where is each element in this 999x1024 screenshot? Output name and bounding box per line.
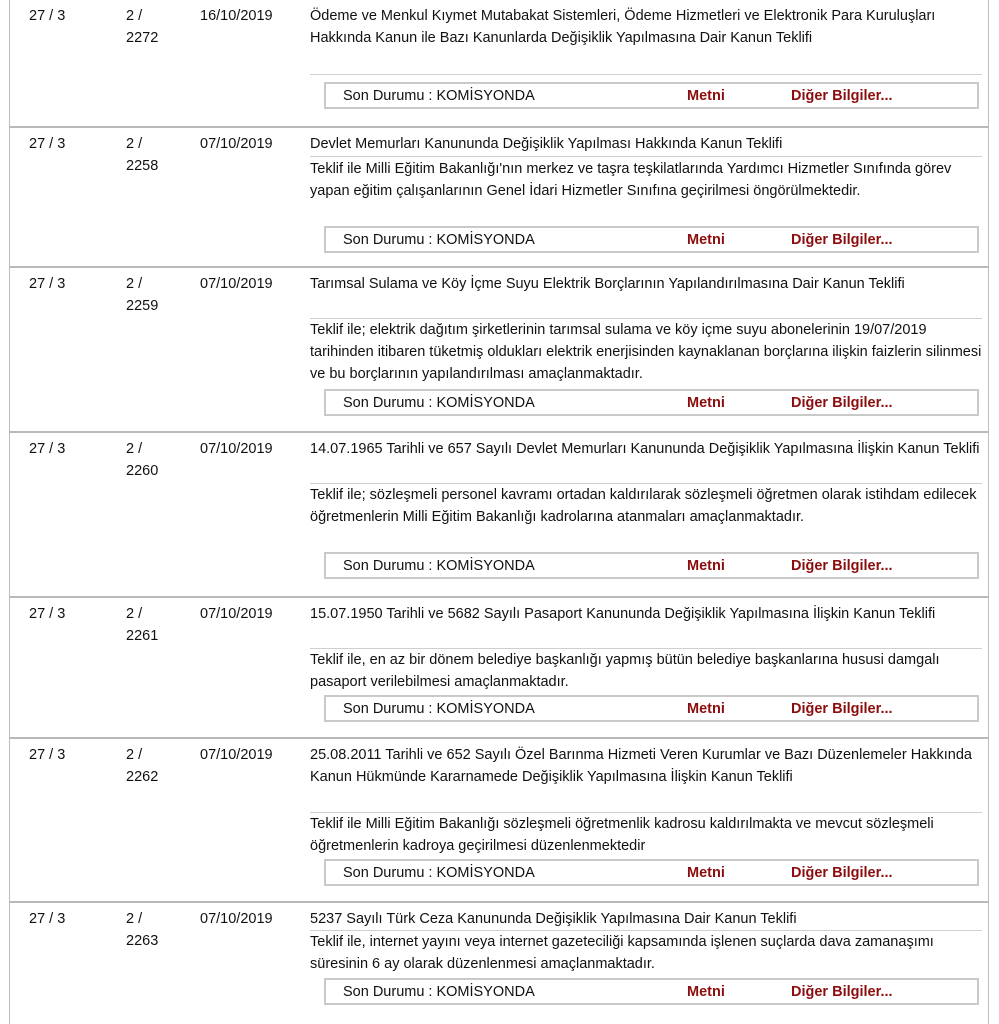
more-info-link[interactable]: Diğer Bilgiler... — [791, 701, 893, 717]
term-label: 27 / 3 — [29, 276, 66, 292]
term-label: 27 / 3 — [29, 747, 66, 763]
status-label: Son Durumu : KOMİSYONDA — [343, 88, 535, 104]
proposal-title: 15.07.1950 Tarihli ve 5682 Sayılı Pasaport Kanununda Değişiklik Yapılmasına İlişkin Kanun Teklifi — [310, 606, 936, 622]
status-bar — [324, 389, 979, 416]
list-item — [9, 739, 989, 903]
status-bar — [324, 226, 979, 253]
proposal-number: 2 / 2261 — [126, 606, 159, 644]
list-item — [9, 903, 989, 1024]
more-info-link[interactable]: Diğer Bilgiler... — [791, 865, 893, 881]
proposal-description: Teklif ile; sözleşmeli personel kavramı ortadan kaldırılarak sözleşmeli öğretmen olarak istihdam edilecek öğretmenlerin Milli Eğitim Bakanlığı kadrolarına atanmaları amaçlanmaktadır. — [310, 487, 977, 525]
proposal-title: 5237 Sayılı Türk Ceza Kanununda Değişiklik Yapılmasına Dair Kanun Teklifi — [310, 911, 797, 927]
term-label: 27 / 3 — [29, 441, 66, 457]
proposal-description: Teklif ile, en az bir dönem belediye başkanlığı yapmış bütün belediye başkanlarına hususi damgalı pasaport verilebilmesi amaçlanmaktadır. — [310, 652, 940, 690]
divider — [310, 74, 982, 75]
term-label: 27 / 3 — [29, 8, 66, 24]
term-label: 27 / 3 — [29, 136, 66, 152]
text-link[interactable]: Metni — [687, 558, 725, 574]
term-label: 27 / 3 — [29, 911, 66, 927]
date-label: 07/10/2019 — [200, 276, 273, 292]
text-link[interactable]: Metni — [687, 984, 725, 1000]
proposal-number: 2 / 2259 — [126, 276, 159, 314]
proposal-number: 2 / 2260 — [126, 441, 159, 479]
status-label: Son Durumu : KOMİSYONDA — [343, 865, 535, 881]
more-info-link[interactable]: Diğer Bilgiler... — [791, 88, 893, 104]
more-info-link[interactable]: Diğer Bilgiler... — [791, 984, 893, 1000]
date-label: 07/10/2019 — [200, 911, 273, 927]
date-label: 16/10/2019 — [200, 8, 273, 24]
status-label: Son Durumu : KOMİSYONDA — [343, 701, 535, 717]
status-bar — [324, 82, 979, 109]
proposal-description: Teklif ile; elektrik dağıtım şirketlerinin tarımsal sulama ve köy içme suyu abonelerinin 19/07/2019 tarihinden itibaren tüketmiş oldukları elektrik enerjisinden kaynaklanan borçlarına ilişkin faizlerin silinmesi ve bu borçlarının yapılandırılması amaçlanmaktadır. — [310, 322, 982, 382]
proposal-description: Teklif ile, internet yayını veya internet gazeteciliği kapsamında işlenen suçlarda dava zamanaşımı süresinin 6 ay olarak düzenlenmesi amaçlanmaktadır. — [310, 934, 934, 972]
date-label: 07/10/2019 — [200, 136, 273, 152]
list-item — [9, 268, 989, 433]
list-item — [9, 128, 989, 268]
text-link[interactable]: Metni — [687, 395, 725, 411]
proposal-title: 25.08.2011 Tarihli ve 652 Sayılı Özel Barınma Hizmeti Veren Kurumlar ve Bazı Düzenlemeler Hakkında Kanun Hükmünde Kararnamede Değişiklik Yapılmasına İlişkin Kanun Teklifi — [310, 747, 972, 785]
status-bar — [324, 978, 979, 1005]
proposal-title: Devlet Memurları Kanununda Değişiklik Yapılması Hakkında Kanun Teklifi — [310, 136, 783, 152]
status-label: Son Durumu : KOMİSYONDA — [343, 232, 535, 248]
status-bar — [324, 859, 979, 886]
status-bar — [324, 695, 979, 722]
list-item — [9, 433, 989, 598]
more-info-link[interactable]: Diğer Bilgiler... — [791, 395, 893, 411]
proposal-title: Tarımsal Sulama ve Köy İçme Suyu Elektrik Borçlarının Yapılandırılmasına Dair Kanun Teklifi — [310, 276, 905, 292]
text-link[interactable]: Metni — [687, 701, 725, 717]
proposal-title: 14.07.1965 Tarihli ve 657 Sayılı Devlet Memurları Kanununda Değişiklik Yapılmasına İlişkin Kanun Teklifi — [310, 441, 980, 457]
text-link[interactable]: Metni — [687, 232, 725, 248]
date-label: 07/10/2019 — [200, 747, 273, 763]
date-label: 07/10/2019 — [200, 606, 273, 622]
divider — [310, 156, 982, 157]
more-info-link[interactable]: Diğer Bilgiler... — [791, 558, 893, 574]
proposal-number: 2 / 2262 — [126, 747, 159, 785]
text-link[interactable]: Metni — [687, 88, 725, 104]
status-label: Son Durumu : KOMİSYONDA — [343, 558, 535, 574]
status-label: Son Durumu : KOMİSYONDA — [343, 984, 535, 1000]
text-link[interactable]: Metni — [687, 865, 725, 881]
more-info-link[interactable]: Diğer Bilgiler... — [791, 232, 893, 248]
list-item — [9, 598, 989, 739]
status-label: Son Durumu : KOMİSYONDA — [343, 395, 535, 411]
proposal-description: Teklif ile Milli Eğitim Bakanlığı sözleşmeli öğretmenlik kadrosu kaldırılmakta ve mevcut sözleşmeli öğretmenlerin kadroya geçirilmesi düzenlenmektedir — [310, 816, 934, 854]
status-bar — [324, 552, 979, 579]
term-label: 27 / 3 — [29, 606, 66, 622]
proposal-number: 2 / 2272 — [126, 8, 159, 46]
list-item — [9, 0, 989, 128]
proposal-title: Ödeme ve Menkul Kıymet Mutabakat Sistemleri, Ödeme Hizmetleri ve Elektronik Para Kuruluşları Hakkında Kanun ile Bazı Kanunlarda Değişiklik Yapılmasına Dair Kanun Teklifi — [310, 8, 936, 46]
proposal-number: 2 / 2263 — [126, 911, 159, 949]
proposal-description: Teklif ile Milli Eğitim Bakanlığı'nın merkez ve taşra teşkilatlarında Yardımcı Hizmetler Sınıfında görev yapan eğitim çalışanlarının Genel İdari Hizmetler Sınıfına geçirilmesi öngörülmektedir. — [310, 161, 952, 199]
proposal-number: 2 / 2258 — [126, 136, 159, 174]
date-label: 07/10/2019 — [200, 441, 273, 457]
